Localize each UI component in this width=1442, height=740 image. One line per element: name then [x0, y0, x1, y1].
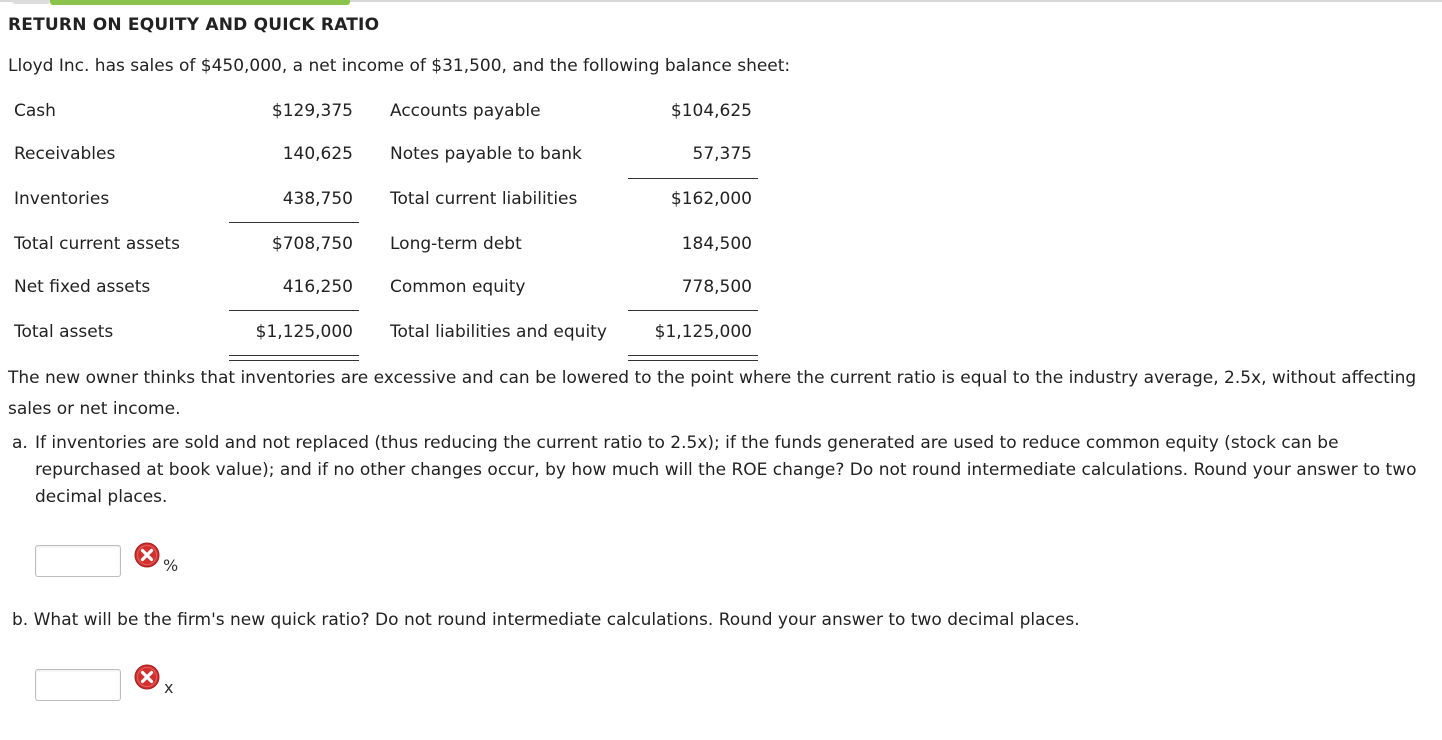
asset-label: Total current assets — [14, 234, 180, 254]
subtotal-rule — [628, 310, 758, 311]
asset-value: $129,375 — [271, 101, 353, 121]
liability-value: 778,500 — [681, 277, 752, 297]
liability-label: Total current liabilities — [390, 189, 578, 209]
asset-label: Receivables — [14, 144, 116, 164]
subtotal-rule — [229, 222, 359, 223]
question-b-text: What will be the firm's new quick ratio? Do not round intermediate calculations. Round your answer to two decimal places. — [33, 610, 1080, 630]
balance-sheet-row — [0, 90, 780, 134]
liability-value: 57,375 — [692, 144, 752, 164]
asset-value: $708,750 — [271, 234, 353, 254]
liability-value: $1,125,000 — [654, 322, 752, 342]
total-double-rule — [229, 355, 359, 361]
asset-value: 416,250 — [282, 277, 353, 297]
liability-value: 184,500 — [681, 234, 752, 254]
asset-value: $1,125,000 — [255, 322, 353, 342]
asset-label: Net fixed assets — [14, 277, 151, 297]
incorrect-x-icon — [134, 664, 160, 690]
asset-label: Total assets — [14, 322, 114, 342]
subtotal-rule — [628, 178, 758, 179]
liability-label: Common equity — [390, 277, 526, 297]
previous-tab-indicator — [12, 0, 50, 4]
question-b — [12, 607, 1080, 634]
question-a — [12, 430, 1442, 511]
liability-label: Notes payable to bank — [390, 144, 582, 164]
balance-sheet-row — [0, 133, 780, 177]
page-title: RETURN ON EQUITY AND QUICK RATIO — [8, 15, 380, 35]
question-b-label: b. — [12, 610, 29, 630]
liability-label: Accounts payable — [390, 101, 541, 121]
question-a-text: If inventories are sold and not replaced (thus reducing the current ratio to 2.5x); if the funds generated are used to reduce common equity (stock can be repurchased at book value); and if no other changes occur, by how much will the ROE change? Do not round intermediate calculations. Round your answer to two decimal places. — [35, 433, 1417, 507]
question-a-answer-input[interactable] — [35, 545, 121, 577]
progress-indicator — [50, 0, 350, 5]
liability-value: $104,625 — [670, 101, 752, 121]
subtotal-rule — [229, 310, 359, 311]
liability-label: Total liabilities and equity — [390, 322, 607, 342]
asset-label: Cash — [14, 101, 56, 121]
question-a-label: a. — [12, 433, 28, 453]
balance-sheet-row — [0, 266, 780, 310]
incorrect-x-icon — [134, 542, 160, 568]
liability-value: $162,000 — [670, 189, 752, 209]
percent-unit: % — [163, 556, 179, 575]
question-b-answer-input[interactable] — [35, 669, 121, 701]
asset-value: 438,750 — [282, 189, 353, 209]
balance-sheet-row — [0, 178, 780, 222]
liability-label: Long-term debt — [390, 234, 522, 254]
balance-sheet-row — [0, 311, 780, 355]
total-double-rule — [628, 355, 758, 361]
problem-intro: Lloyd Inc. has sales of $450,000, a net income of $31,500, and the following balance sheet: — [8, 56, 791, 76]
problem-paragraph: The new owner thinks that inventories are excessive and can be lowered to the point where the current ratio is equal to the industry average, 2.5x, without affecting sales or net income. — [8, 368, 1417, 419]
times-unit: x — [164, 678, 174, 697]
asset-label: Inventories — [14, 189, 110, 209]
balance-sheet-row — [0, 223, 780, 267]
asset-value: 140,625 — [282, 144, 353, 164]
